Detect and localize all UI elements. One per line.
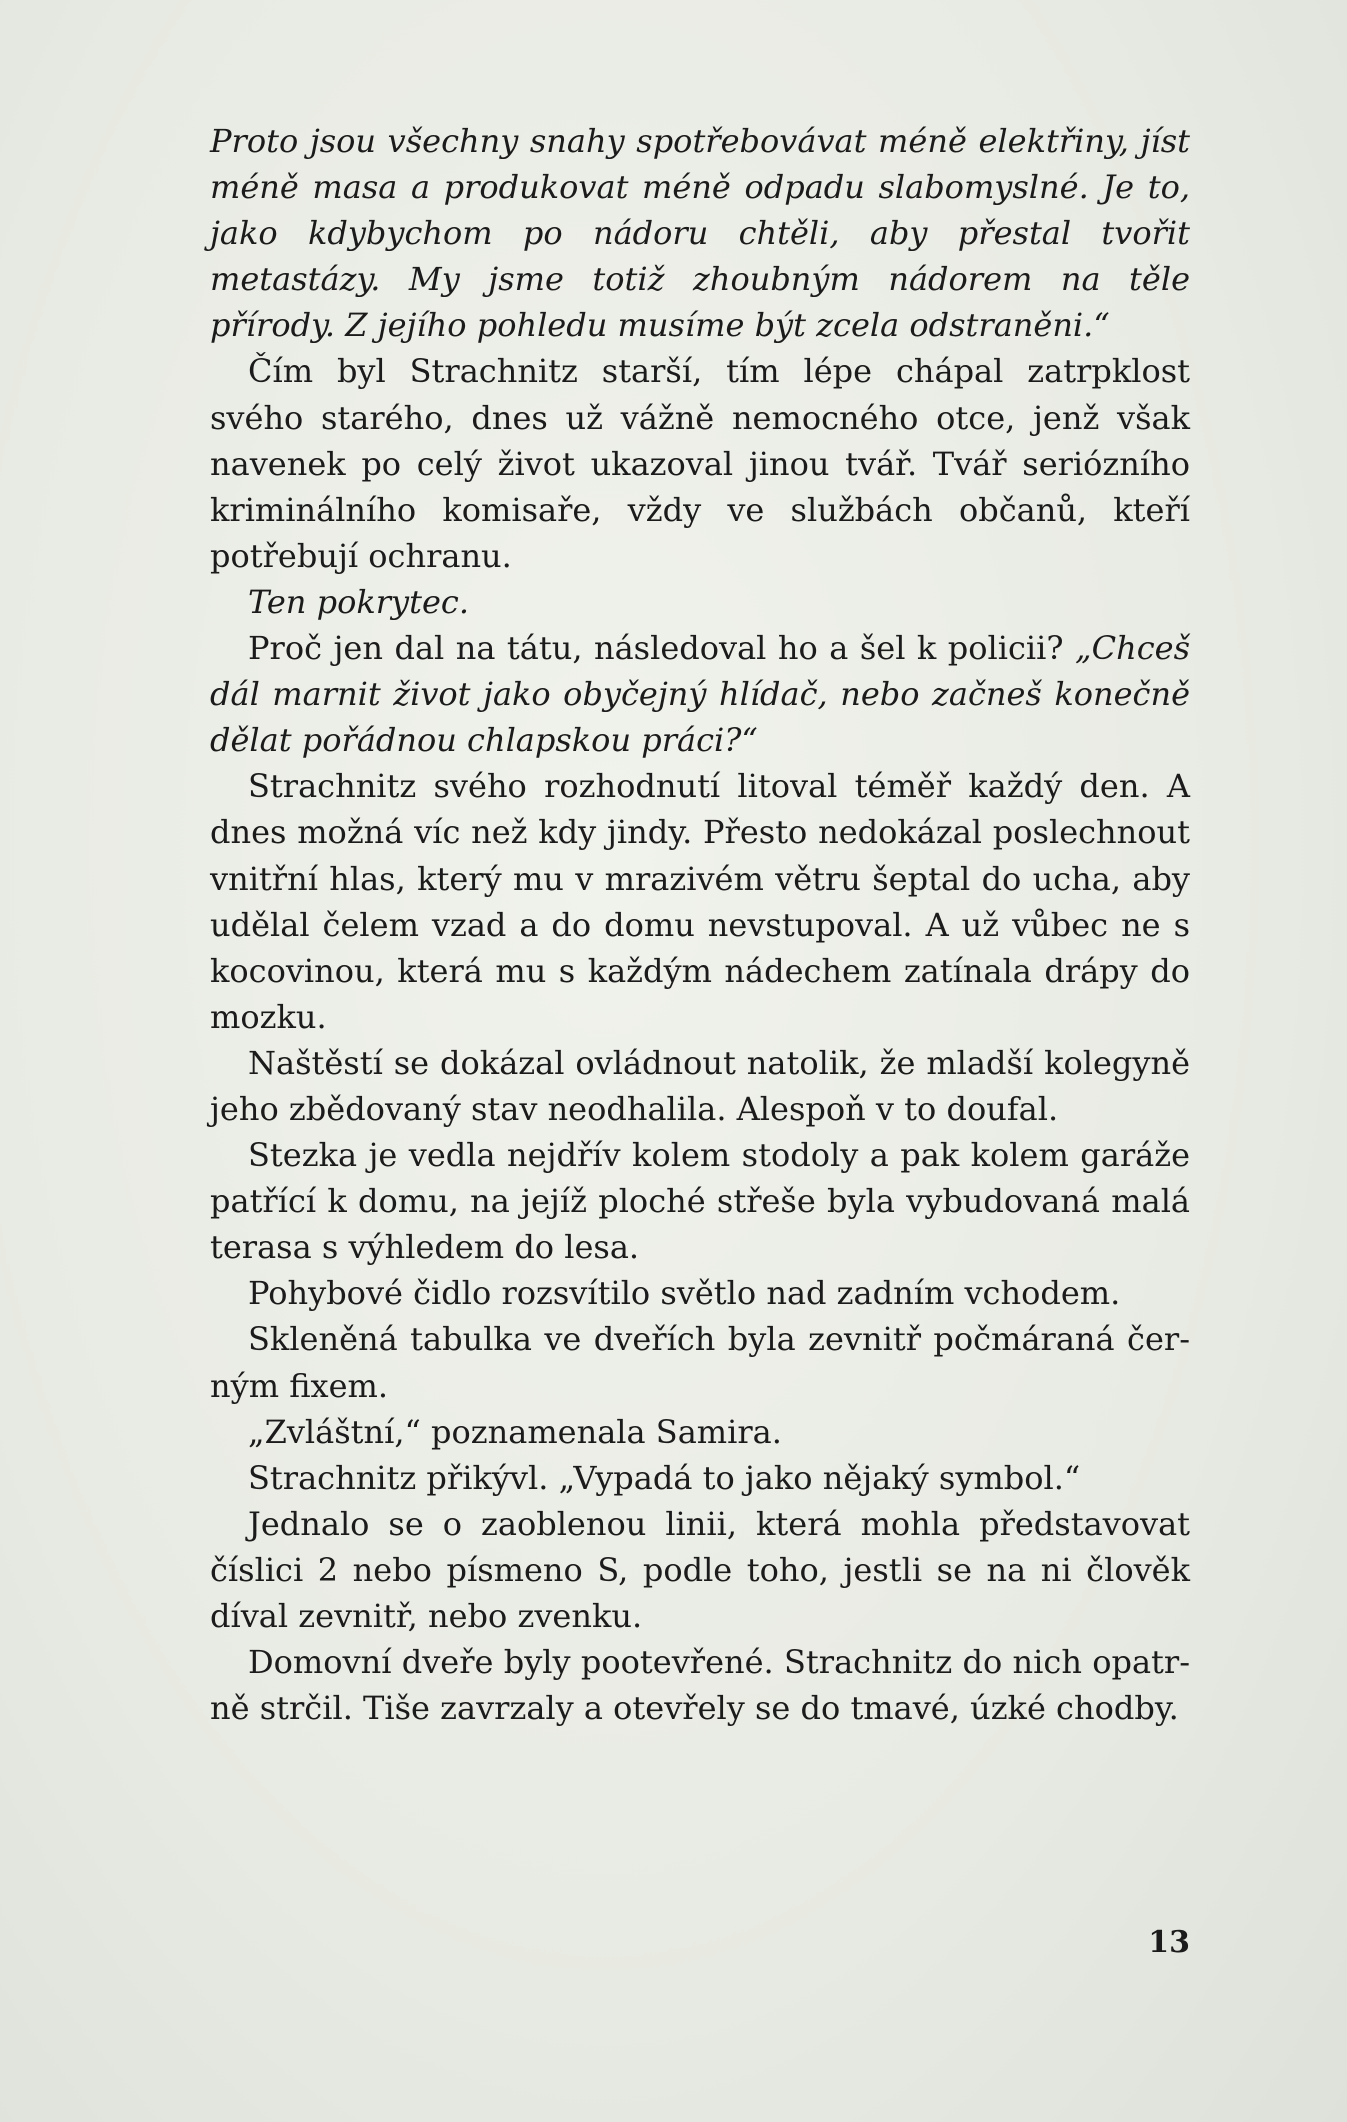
page-number: 13 xyxy=(1148,1925,1190,1960)
paragraph xyxy=(210,1455,1190,1501)
text-run: Domovní dveře byly pootevřené. Strachnitz do nich opatrně strčil. Tiše zavrzaly a otevřely se do tmavé, úzké chodby. xyxy=(210,1643,1190,1728)
paragraph xyxy=(210,1040,1190,1132)
text-run: Skleněná tabulka ve dveřích byla zevnitř počmáraná černým fixem. xyxy=(210,1320,1190,1405)
text-run: Pohybové čidlo rozsvítilo světlo nad zadním vchodem. xyxy=(248,1274,1121,1313)
text-run: Stezka je vedla nejdřív kolem stodoly a pak kolem garáže patřící k domu, na jejíž ploché střeše byla vybudovaná malá terasa s výhledem do lesa. xyxy=(210,1136,1190,1267)
paragraph xyxy=(210,763,1190,1040)
italic-text: „Chceš dál marnit život jako obyčejný hlídač, nebo začneš konečně dělat pořádnou chlapskou práci?“ xyxy=(210,629,1190,760)
text-run: Proč jen dal na tátu, následoval ho a šel k policii? xyxy=(248,629,1076,668)
paragraph xyxy=(210,348,1190,578)
italic-text: Proto jsou všechny snahy spotřebovávat méně elektřiny, jíst méně masa a produkovat méně odpadu slabomyslné. Je to, jako kdybychom po nádoru chtěli, aby přestal tvořit metastázy. My jsme totiž zhoubným nádorem na těle přírody. Z jejího pohledu musíme být zcela odstraněni.“ xyxy=(210,122,1190,345)
paragraph xyxy=(210,1409,1190,1455)
paragraph xyxy=(210,118,1190,348)
text-run: Čím byl Strachnitz starší, tím lépe chápal zatrpklost svého starého, dnes už vážně nemocného otce, jenž však navenek po celý život ukazoval jinou tvář. Tvář seriózního kriminálního komisaře, vždy ve službách občanů, kteří potřebují ochranu. xyxy=(210,352,1190,575)
text-run: Strachnitz přikývl. „Vypadá to jako nějaký symbol.“ xyxy=(248,1458,1081,1497)
paragraph xyxy=(210,1132,1190,1270)
italic-text: Ten pokrytec. xyxy=(248,582,469,621)
paragraph xyxy=(210,579,1190,625)
text-run: Naštěstí se dokázal ovládnout natolik, že mladší kolegyně jeho zbědovaný stav neodhalila. Alespoň v to doufal. xyxy=(210,1043,1190,1128)
text-run: Strachnitz svého rozhodnutí litoval téměř každý den. A dnes možná víc než kdy jindy. Přesto nedokázal poslechnout vnitřní hlas, který mu v mrazivém větru šeptal do ucha, aby udělal čelem vzad a do domu nevstupoval. A už vůbec ne s kocovinou, která mu s každým nádechem zatínala drápy do mozku. xyxy=(210,767,1190,1036)
text-run: „Zvláštní,“ poznamenala Samira. xyxy=(248,1412,782,1451)
paragraph xyxy=(210,625,1190,763)
paragraph xyxy=(210,1639,1190,1731)
paragraph xyxy=(210,1316,1190,1408)
body-text xyxy=(210,118,1190,1731)
text-run: Jednalo se o zaoblenou linii, která mohla představovat číslici 2 nebo písmeno S, podle toho, jestli se na ni člověk díval zevnitř, nebo zvenku. xyxy=(210,1504,1190,1635)
paragraph xyxy=(210,1501,1190,1639)
paragraph xyxy=(210,1270,1190,1316)
